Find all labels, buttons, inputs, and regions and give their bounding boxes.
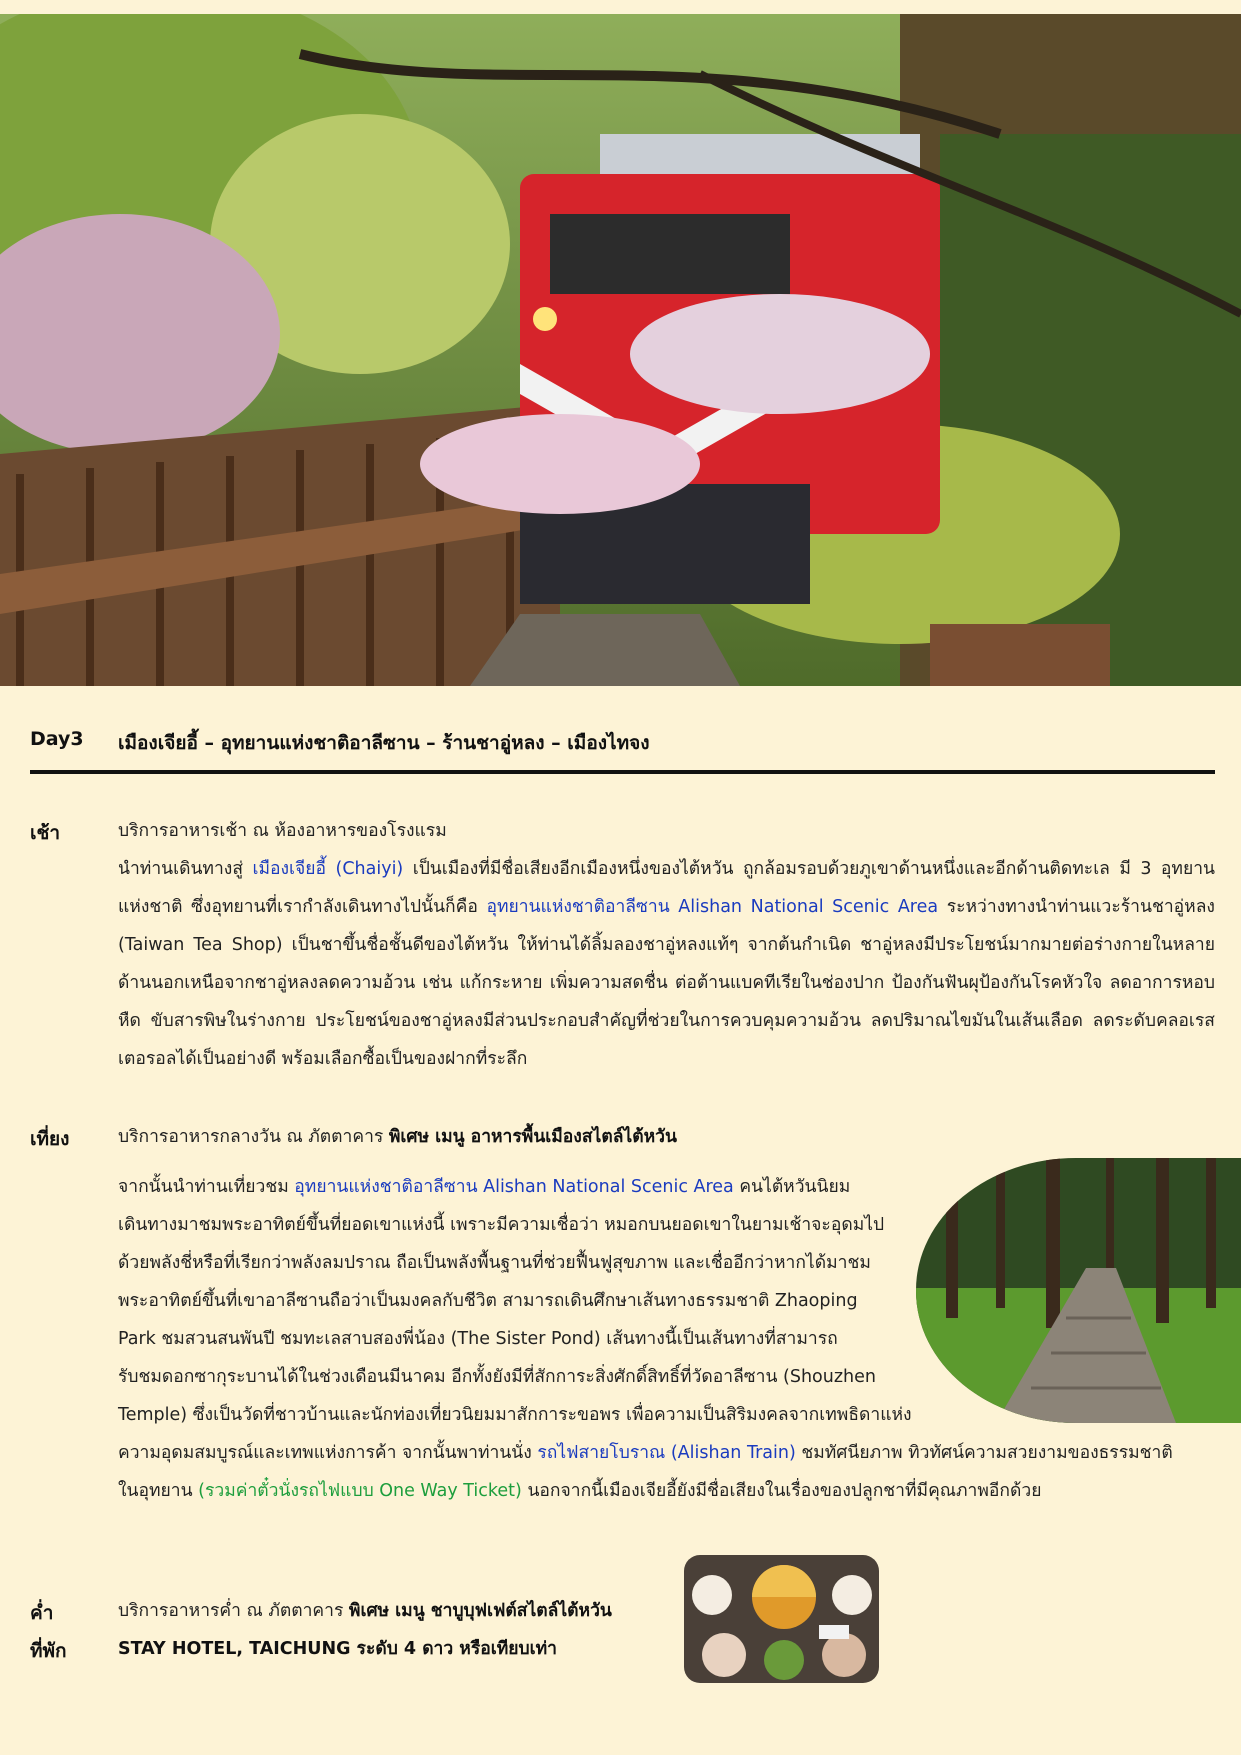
- morning-body: [118, 812, 1215, 1078]
- noon-line-2: ด้วยพลังชี่หรือที่เรียกว่าพลังลมปราณ ถือเป็นพลังพื้นฐานที่ช่วยฟื้นฟูสุขภาพ และเชื่ออีกว่าหากได้มาชม: [118, 1253, 871, 1273]
- forest-path-illustration: [916, 1158, 1241, 1423]
- noon-line-1: เดินทางมาชมพระอาทิตย์ขึ้นที่ยอดเขาแห่งนี้ เพราะมีความเชื่อว่า หมอกบนยอดเขาในยามเช้าจะอุดมไป: [118, 1215, 885, 1235]
- shabu-food-illustration: [684, 1555, 879, 1683]
- noon-wrapped-lines: [118, 1168, 938, 1434]
- noon-lunch-line: [118, 1118, 1215, 1156]
- noon-line-0: จากนั้นนำท่านเที่ยวชม อุทยานแห่งชาติอาลีซาน Alishan National Scenic Area คนไต้หวันนิยม: [118, 1177, 851, 1197]
- alishan-train-highlight: รถไฟสายโบราณ (Alishan Train): [537, 1443, 796, 1463]
- noon-tail-line-2: ในอุทยาน (รวมค่าตั๋วนั่งรถไฟแบบ One Way Ticket) นอกจากนี้เมืองเจียอี้ยังมีชื่อเสียงในเรื่องของปลูกชาที่มีคุณภาพอีกด้วย: [118, 1481, 1042, 1501]
- alishan-highlight: อุทยานแห่งชาติอาลีซาน Alishan National Scenic Area: [486, 897, 939, 917]
- noon-lunch-text: บริการอาหารกลางวัน ณ ภัตตาคาร: [118, 1127, 389, 1147]
- evening-menu: พิเศษ เมนู ชาบูบุฟเฟต์สไตล์ไต้หวัน: [348, 1601, 612, 1621]
- alishan-highlight-2: อุทยานแห่งชาติอาลีซาน Alishan National Scenic Area: [294, 1177, 734, 1197]
- noon-line-6: Temple) ซึ่งเป็นวัดที่ชาวบ้านและนักท่องเที่ยวนิยมมาสักการะขอพร เพื่อความเป็นสิริมงคลจากเทพธิดาแห่ง: [118, 1405, 912, 1425]
- hotel-section: [30, 1636, 1215, 1676]
- noon-line-5: รับชมดอกซากุระบานได้ในช่วงเดือนมีนาคม อีกทั้งยังมีที่สักการะสิ่งศักดิ์สิทธิ์ที่วัดอาลีซาน (Shouzhen: [118, 1367, 876, 1387]
- alishan-train-illustration: [0, 14, 1241, 686]
- ticket-highlight: (รวมค่าตั๋วนั่งรถไฟแบบ One Way Ticket): [198, 1481, 522, 1501]
- noon-lunch-menu: พิเศษ เมนู อาหารพื้นเมืองสไตล์ไต้หวัน: [388, 1127, 677, 1147]
- morning-text-e: ระหว่างทางนำท่านแวะร้านชาอู่หลง (Taiwan Tea Shop) เป็นชาขึ้นชื่อชั้นดีของไต้หวัน ให้ท่านได้ลิ้มลองชาอู่หลงแท้ๆ จากต้นกำเนิด ชาอู่หลงมีประโยชน์มากมายต่อร่างกายในหลายด้านนอกเหนือจากชาอู่หลงลดความอ้วน เช่น แก้กระหาย เพิ่มความสดชื่น ต่อต้านแบคทีเรียในช่องปาก ป้องกันฟันผุป้องกันโรคหัวใจ ลดอาการหอบหืด ขับสารพิษในร่างกาย ประโยชน์ของชาอู่หลงมีส่วนประกอบสำคัญที่ช่วยในการควบคุมความอ้วน ลดปริมาณไขมันในเส้นเลือด ลดระดับคลอเรสเตอรอลได้เป็นอย่างดี พร้อมเลือกซื้อเป็นของฝากที่ระลึก: [118, 897, 1215, 1069]
- day-title: เมืองเจียอี้ – อุทยานแห่งชาติอาลีซาน – ร้านชาอู่หลง – เมืองไทจง: [118, 732, 650, 754]
- evening-label: ค่ำ: [30, 1602, 54, 1624]
- day-label: Day3: [30, 728, 84, 750]
- evening-body: บริการอาหารค่ำ ณ ภัตตาคาร พิเศษ เมนู ชาบูบุฟเฟต์สไตล์ไต้หวัน: [118, 1601, 612, 1621]
- forest-path-image: [916, 1158, 1241, 1423]
- morning-text-a: นำท่านเดินทางสู่: [118, 859, 253, 879]
- noon-label: เที่ยง: [30, 1128, 70, 1150]
- hotel-label: ที่พัก: [30, 1640, 67, 1662]
- day-header: [30, 728, 1215, 774]
- noon-line-3: พระอาทิตย์ขึ้นที่เขาอาลีซานถือว่าเป็นมงคลกับชีวิต สามารถเดินศึกษาเส้นทางธรรมชาติ Zhaoping: [118, 1291, 858, 1311]
- hero-train-image: [0, 14, 1241, 686]
- morning-text-c: เป็นเมืองที่มีชื่อเสียงอีกเมืองหนึ่งของไต้หวัน ถูกล้อมรอบด้วยภูเขาด้านหนึ่งและอีกด้านติดทะเล มี 3 อุทยานแห่งชาติ ซึ่งอุทยานที่เรากำลังเดินทางไปนั้นก็คือ: [118, 859, 1216, 917]
- morning-section: [30, 818, 1215, 1080]
- noon-tail-line: ความอุดมสมบูรณ์และเทพแห่งการค้า จากนั้นพาท่านนั่ง รถไฟสายโบราณ (Alishan Train) ชมทัศนียภาพ ทิวทัศน์ความสวยงามของธรรมชาติ: [118, 1443, 1173, 1463]
- shabu-food-image: [684, 1555, 879, 1683]
- hotel-name: STAY HOTEL, TAICHUNG ระดับ 4 ดาว หรือเทียบเท่า: [118, 1639, 557, 1659]
- morning-paragraph: [118, 850, 1215, 1078]
- noon-line-4: Park ชมสวนสนพันปี ชมทะเลสาบสองพี่น้อง (The Sister Pond) เส้นทางนี้เป็นเส้นทางที่สามารถ: [118, 1329, 838, 1349]
- chaiyi-highlight: เมืองเจียอี้ (Chaiyi): [252, 859, 404, 879]
- morning-label: เช้า: [30, 822, 61, 844]
- morning-breakfast-line: บริการอาหารเช้า ณ ห้องอาหารของโรงแรม: [118, 821, 447, 841]
